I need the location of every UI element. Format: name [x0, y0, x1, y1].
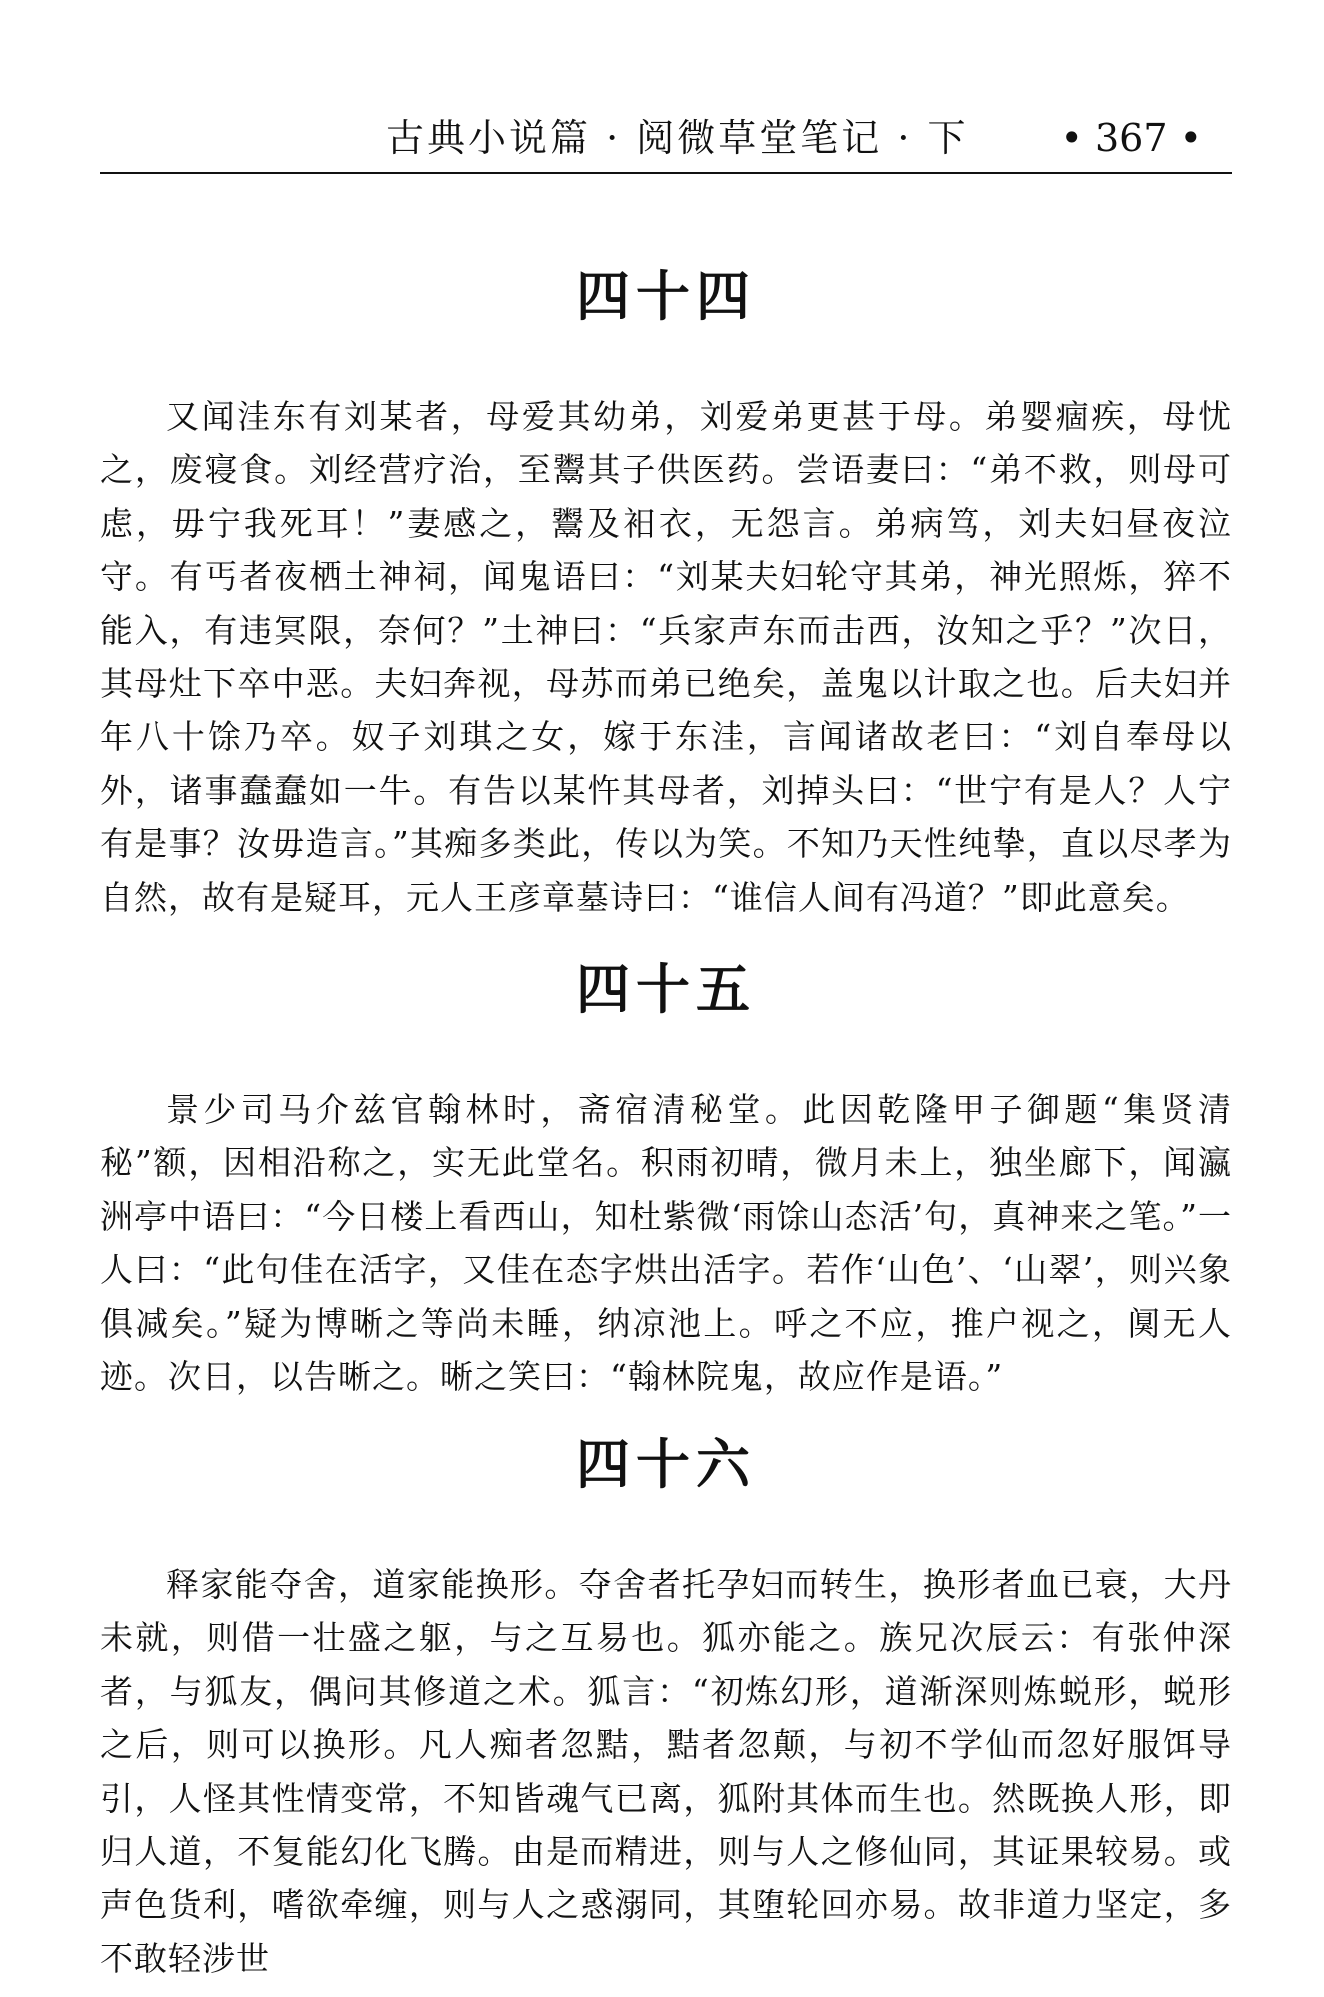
page-number: • 367 •	[1060, 116, 1202, 160]
section-paragraph: 景少司马介兹官翰林时，斋宿清秘堂。此因乾隆甲子御题“集贤清秘”额，因相沿称之，实无此堂名。积雨初晴，微月未上，独坐廊下，闻瀛洲亭中语曰：“今日楼上看西山，知杜紫微‘雨馀山态活’句，真神来之笔。”一人曰：“此句佳在活字，又佳在态字烘出活字。若作‘山色’、‘山翠’，则兴象俱减矣。”疑为博晰之等尚未睡，纳凉池上。呼之不应，推户视之，阒无人迹。次日，以告晰之。晰之笑曰：“翰林院鬼，故应作是语。”	[100, 1090, 1232, 1397]
section-paragraph: 又闻洼东有刘某者，母爱其幼弟，刘爱弟更甚于母。弟婴痼疾，母忧之，废寝食。刘经营疗治，至鬻其子供医药。尝语妻曰：“弟不救，则母可虑，毋宁我死耳！”妻感之，鬻及衵衣，无怨言。弟病笃，刘夫妇昼夜泣守。有丐者夜栖土神祠，闻鬼语曰：“刘某夫妇轮守其弟，神光照烁，猝不能入，有违冥限，奈何？”土神曰：“兵家声东而击西，汝知之乎？”次日，其母灶下卒中恶。夫妇奔视，母苏而弟已绝矣，盖鬼以计取之也。后夫妇并年八十馀乃卒。奴子刘琪之女，嫁于东洼，言闻诸故老曰：“刘自奉母以外，诸事蠢蠢如一牛。有告以某忤其母者，刘掉头曰：“世宁有是人？人宁有是事？汝毋造言。”其痴多类此，传以为笑。不知乃天性纯挚，直以尽孝为自然，故有是疑耳，元人王彦章墓诗曰：“谁信人间有冯道？”即此意矣。	[100, 397, 1232, 917]
section-heading: 四十六	[576, 1432, 756, 1496]
section-heading: 四十五	[576, 957, 756, 1021]
section-44	[100, 262, 1232, 924]
running-header	[100, 102, 1232, 174]
section-45	[100, 955, 1232, 1403]
section-46	[100, 1430, 1232, 1985]
section-heading: 四十四	[576, 264, 756, 328]
header-title: 古典小说篇 · 阅微草堂笔记 · 下	[386, 116, 969, 160]
section-paragraph: 释家能夺舍，道家能换形。夺舍者托孕妇而转生，换形者血已衰，大丹未就，则借一壮盛之躯，与之互易也。狐亦能之。族兄次辰云：有张仲深者，与狐友，偶问其修道之术。狐言：“初炼幻形，道渐深则炼蜕形，蜕形之后，则可以换形。凡人痴者忽黠，黠者忽颠，与初不学仙而忽好服饵导引，人怪其性情变常，不知皆魂气已离，狐附其体而生也。然既换人形，即归人道，不复能幻化飞腾。由是而精进，则与人之修仙同，其证果较易。或声色货利，嗜欲牵缠，则与人之惑溺同，其堕轮回亦易。故非道力坚定，多不敢轻涉世	[100, 1565, 1232, 1978]
